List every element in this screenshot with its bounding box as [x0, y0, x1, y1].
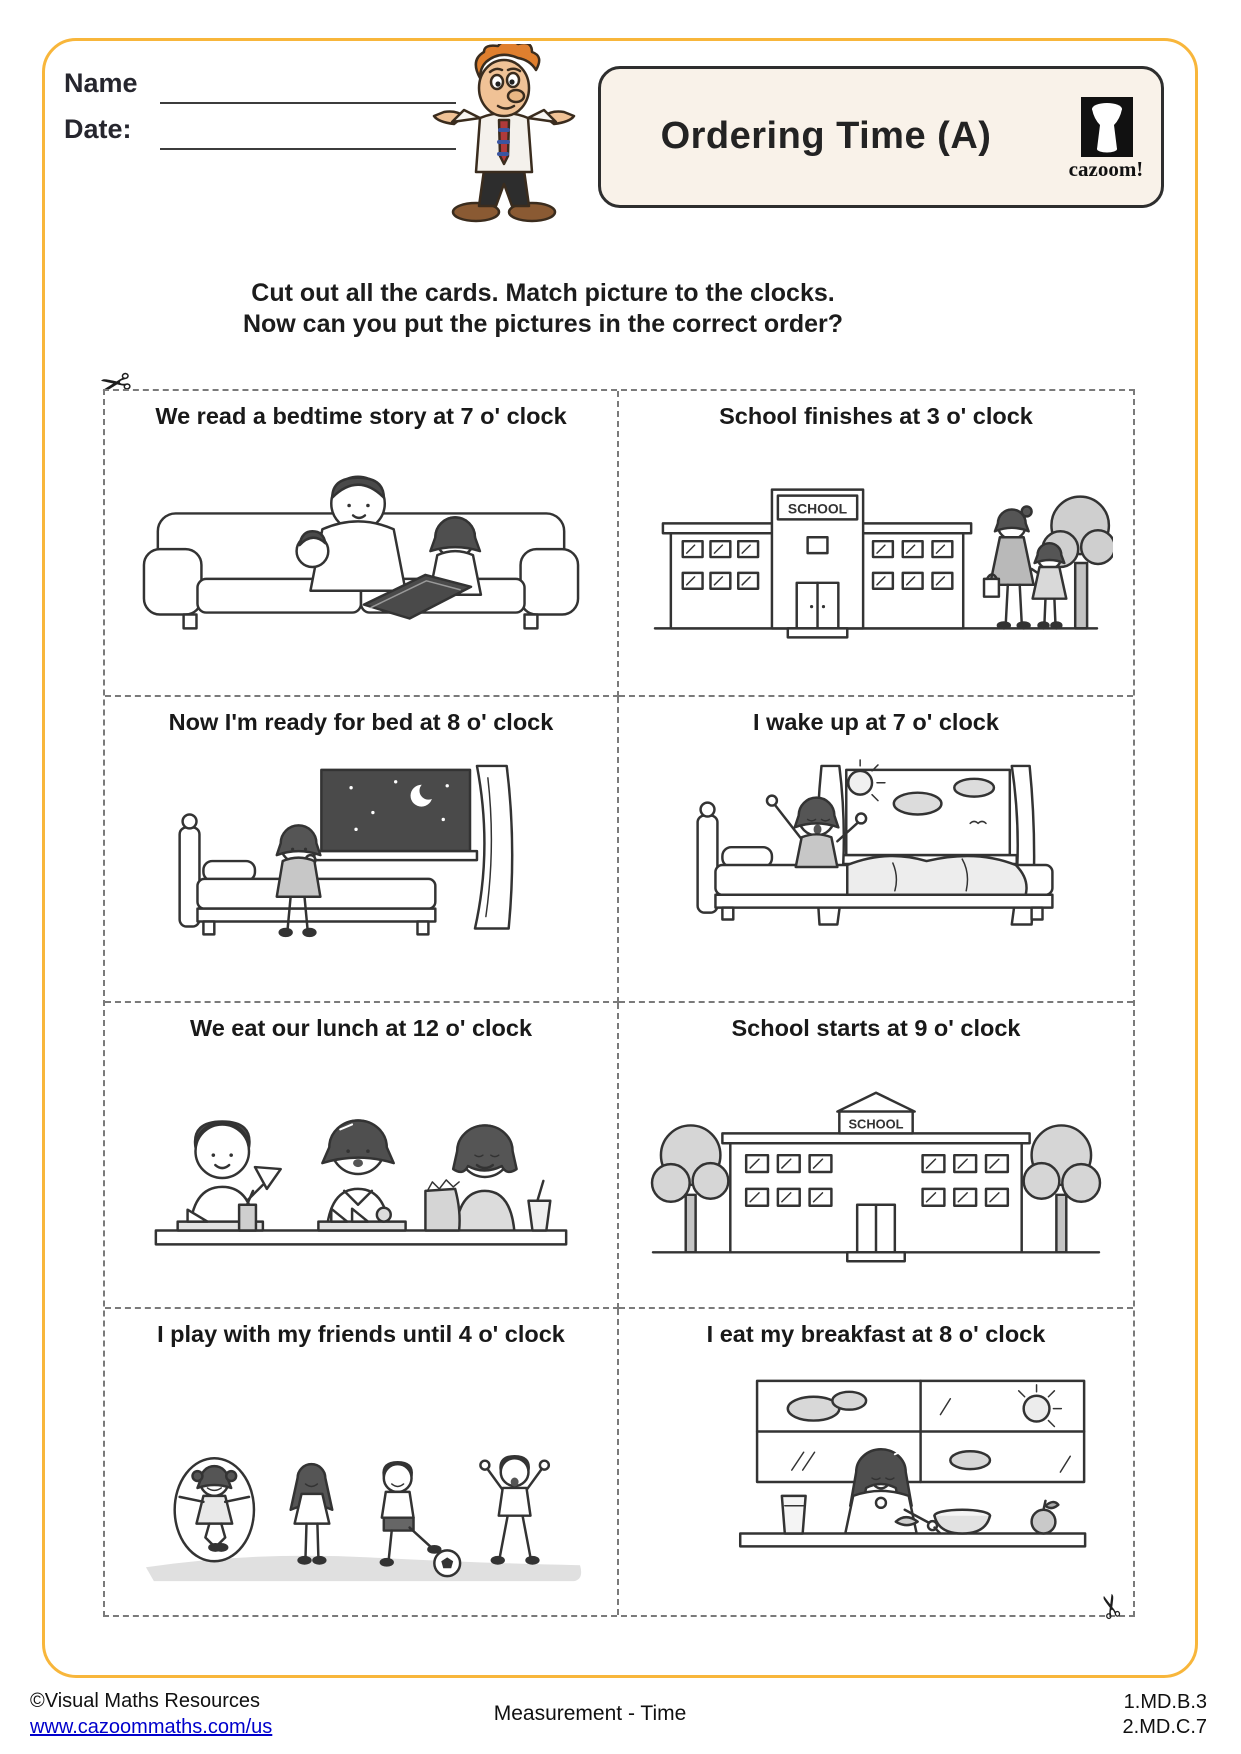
- instruction-line-2: Now can you put the pictures in the correct order?: [242, 310, 844, 338]
- card-bedtime-story: [105, 391, 619, 697]
- standard-code-1: 1.MD.B.3: [1123, 1691, 1207, 1713]
- cazoom-logo-icon: [1081, 97, 1133, 157]
- wake-up-illustration: [639, 758, 1113, 980]
- page-title: Ordering Time (A): [660, 115, 992, 157]
- card-ready-for-bed: [105, 697, 619, 1003]
- scissors-icon: ✂: [96, 361, 136, 409]
- card-caption: We read a bedtime story at 7 o' clock: [155, 403, 567, 429]
- card-caption: I eat my breakfast at 8 o' clock: [706, 1321, 1046, 1347]
- instructions: [103, 278, 983, 340]
- standard-code-2: 2.MD.C.7: [1122, 1716, 1207, 1738]
- school-sign: SCHOOL: [848, 1115, 904, 1131]
- topic-label: Measurement - Time: [493, 1702, 687, 1725]
- cut-out-card-grid: [103, 389, 1135, 1617]
- copyright-text: ©Visual Maths Resources: [30, 1690, 261, 1712]
- cazoom-logo-text: cazoom!: [1068, 157, 1144, 181]
- card-wake-up: [619, 697, 1133, 1003]
- card-caption: We eat our lunch at 12 o' clock: [189, 1015, 533, 1041]
- date-label: Date:: [64, 114, 132, 144]
- ready-for-bed-illustration: [124, 758, 598, 980]
- card-caption: School finishes at 3 o' clock: [719, 403, 1033, 429]
- card-school-finishes: [619, 391, 1133, 697]
- title-box: [598, 66, 1164, 208]
- name-line: [160, 72, 456, 104]
- card-caption: School starts at 9 o' clock: [731, 1015, 1021, 1041]
- card-caption: Now I'm ready for bed at 8 o' clock: [168, 709, 554, 735]
- name-label: Name: [64, 68, 138, 98]
- card-eat-breakfast: [619, 1309, 1133, 1615]
- standards: [1123, 1690, 1207, 1740]
- playing-friends-illustration: [124, 1371, 598, 1593]
- school-start-illustration: [639, 1064, 1113, 1286]
- date-line: [160, 118, 456, 150]
- card-eat-lunch: [105, 1003, 619, 1309]
- eating-breakfast-illustration: [639, 1371, 1113, 1593]
- instruction-line-1: Cut out all the cards. Match picture to the clocks.: [251, 279, 835, 307]
- card-school-starts: [619, 1003, 1133, 1309]
- mascot-character: [418, 44, 590, 224]
- card-caption: I wake up at 7 o' clock: [753, 709, 999, 735]
- scissors-icon: ✂: [1090, 1588, 1133, 1624]
- school-finish-illustration: [639, 452, 1113, 674]
- card-play-friends: [105, 1309, 619, 1615]
- school-sign: SCHOOL: [787, 499, 848, 516]
- card-caption: I play with my friends until 4 o' clock: [157, 1321, 565, 1347]
- website-link[interactable]: www.cazoommaths.com/us: [30, 1716, 273, 1738]
- soccer-ball-icon: [434, 1550, 460, 1576]
- bedtime-story-illustration: [124, 452, 598, 674]
- eating-lunch-illustration: [124, 1064, 598, 1286]
